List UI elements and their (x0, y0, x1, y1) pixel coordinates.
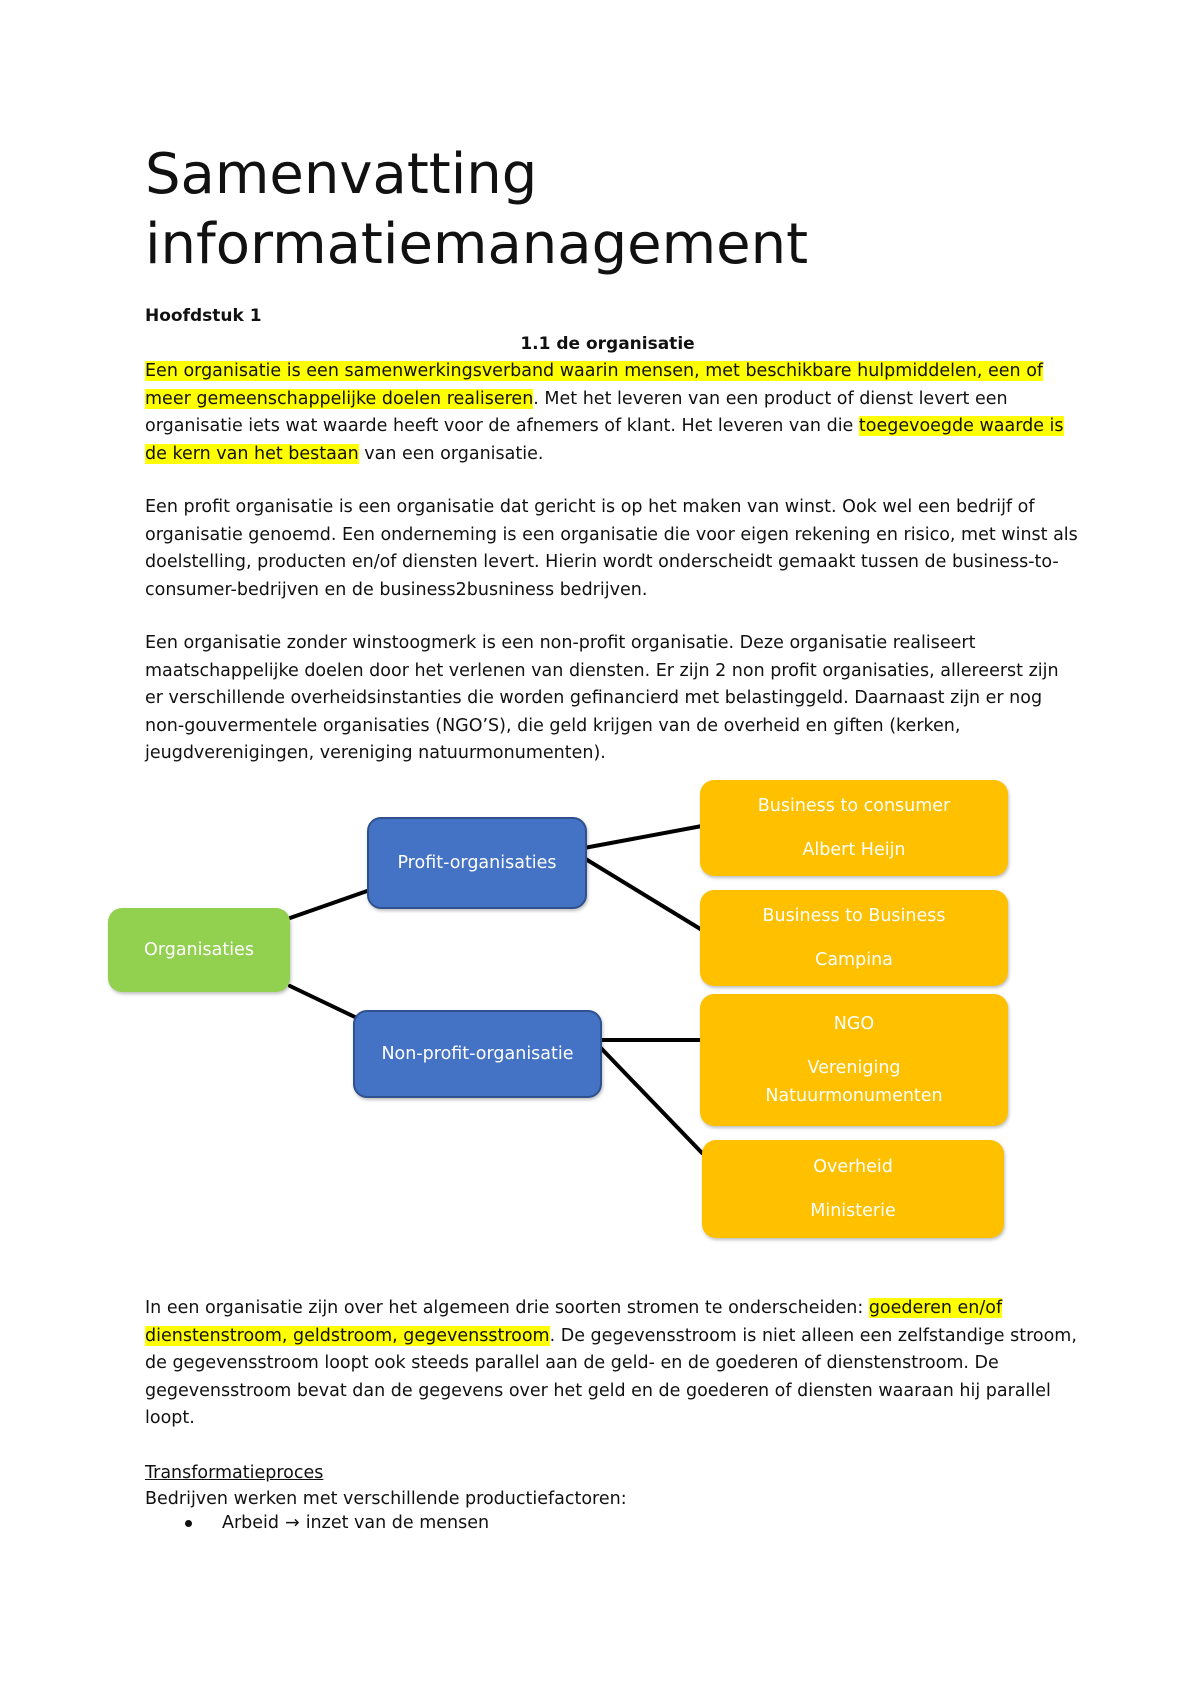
chapter-heading: Hoofdstuk 1 (145, 306, 262, 326)
node-label: Business to Business (762, 906, 946, 926)
paragraph-nonprofit: Een organisatie zonder winstoogmerk is een non-profit organisatie. Deze organisatie realiseert maatschappelijke doelen door het verlenen van diensten. Er zijn 2 non profit organisaties, allereerst zijn er verschillende overheidsinstanties die worden gefinancierd met belastinggeld. Daarnaast zijn er nog non-gouvermentele organisaties (NGO’S), die geld krijgen van de overheid en giften (kerken, jeugdverenigingen, vereniging natuurmonumenten). (145, 633, 1059, 763)
node-sublabel: Albert Heijn (802, 840, 906, 860)
node-label: NGO (833, 1014, 875, 1034)
connector-profit-b2b (584, 858, 702, 930)
connector-root-profit (290, 890, 370, 918)
connector-nonprofit-gov (598, 1045, 702, 1153)
bullet-term: Arbeid (222, 1513, 280, 1533)
section-heading: 1.1 de organisatie (520, 334, 695, 354)
document-title: Samenvatting informatiemanagement (145, 142, 809, 277)
node-label: Overheid (813, 1157, 893, 1177)
node-label: Organisaties (144, 940, 254, 960)
diagram-node-b2c (700, 780, 1008, 876)
diagram-node-nonprofit (353, 1010, 602, 1098)
connector-root-nonprofit (290, 986, 357, 1018)
production-factors-line: Bedrijven werken met verschillende productiefactoren: (145, 1489, 627, 1509)
diagram-node-ngo (700, 994, 1008, 1126)
diagram-node-organisaties (108, 908, 290, 992)
node-sublabel: Campina (815, 950, 893, 970)
connector-profit-b2c (584, 826, 702, 848)
node-sublabel: Ministerie (810, 1201, 896, 1221)
list-item (185, 1513, 489, 1533)
node-label: Non-profit-organisatie (381, 1044, 574, 1064)
bullet-description: inzet van de mensen (305, 1513, 490, 1533)
highlight-definition: Een organisatie is een samenwerkingsverband waarin mensen, met beschikbare hulpmiddelen, een of meer gemeenschappelijke doelen realiseren (145, 361, 1044, 409)
highlight-added-value: toegevoegde waarde is de kern van het bestaan (145, 416, 1064, 464)
highlight-streams: goederen en/of dienstenstroom, geldstroom, gegevensstroom (145, 1298, 1003, 1346)
paragraph-text: In een organisatie zijn over het algemeen drie soorten stromen te onderscheiden: (145, 1298, 869, 1318)
paragraph-text: van een organisatie. (358, 443, 544, 464)
node-label: Business to consumer (757, 796, 951, 816)
paragraph-definition (145, 358, 1080, 468)
node-sublabel: Vereniging (807, 1058, 901, 1078)
diagram-node-overheid (702, 1140, 1004, 1238)
paragraph-profit: Een profit organisatie is een organisatie dat gericht is op het maken van winst. Ook wel een bedrijf of organisatie genoemd. Een onderneming is een organisatie die voor eigen rekening en risico, met winst als doelstelling, producten en/of diensten levert. Hierin wordt onderscheidt gemaakt tussen de business-to-consumer-bedrijven en de business2busniness bedrijven. (145, 497, 1078, 600)
node-sublabel: Natuurmonumenten (765, 1086, 943, 1106)
arrow-right-icon: → (285, 1513, 300, 1533)
paragraph-text: . De gegevensstroom is niet alleen een zelfstandige stroom, de gegevensstroom loopt ook steeds parallel aan de geld- en de goederen of dienstenstroom. De gegevensstroom bevat dan de gegevens over het geld en de goederen of diensten waaraan hij parallel loopt. (145, 1325, 1077, 1428)
diagram-node-b2b (700, 890, 1008, 986)
diagram-node-profit (367, 817, 587, 909)
paragraph-text: . Met het leveren van een product of dienst levert een organisatie iets wat waarde heeft voor de afnemers of klant. Het leveren van die (145, 388, 1008, 436)
subheading-transformatieproces: Transformatieproces (145, 1463, 324, 1483)
node-label: Profit-organisaties (397, 853, 557, 873)
bullet-icon (185, 1520, 192, 1527)
paragraph-streams (145, 1295, 1080, 1433)
